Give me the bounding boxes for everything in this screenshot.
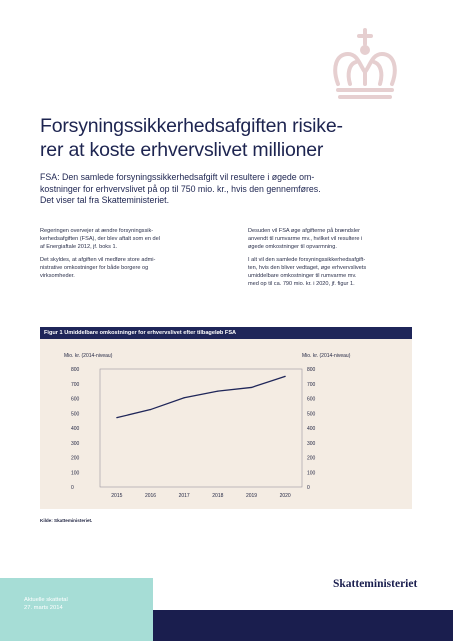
data-point <box>116 417 117 418</box>
y-tick-label-left: 400 <box>71 426 80 432</box>
footer-teal-block <box>0 578 153 641</box>
source-note: Kilde: Skatteministeriet. <box>40 518 93 523</box>
y-tick-label-left: 800 <box>71 367 80 373</box>
y-axis-label-right: Mio. kr. (2014-niveau) <box>302 353 351 359</box>
title-line: Forsyningssikkerhedsafgiften risike- <box>40 115 343 137</box>
y-tick-label-right: 0 <box>307 485 310 491</box>
text-line: Desuden vil FSA øge afgifterne på brændsler <box>248 228 360 234</box>
data-point <box>150 409 151 410</box>
text-line: virksomheder. <box>40 272 75 279</box>
text-line: anvendt til rumvarme mv., hvilket vil resultere i <box>248 235 363 242</box>
y-tick-label-left: 600 <box>71 396 80 403</box>
text-line: umiddelbare omkostninger til rumvarme mv. <box>248 272 357 279</box>
series-line <box>117 376 285 417</box>
page-title <box>40 114 370 162</box>
footer-publication-label: Aktuelle skattetal <box>24 597 68 603</box>
y-tick-label-right: 400 <box>307 426 316 432</box>
x-tick-label: 2015 <box>111 493 123 499</box>
y-tick-label-right: 700 <box>307 381 316 388</box>
x-tick-label: 2017 <box>178 493 190 499</box>
left-column <box>40 228 200 287</box>
y-tick-label-left: 0 <box>71 485 74 491</box>
lead-line: kostninger for erhvervslivet på op til 750 mio. kr., hvis den gennemføres. <box>40 183 321 194</box>
text-line: øgede omkostninger til opvarmning. <box>248 243 337 250</box>
paragraph <box>40 228 200 251</box>
footer-date: 27. marts 2014 <box>24 605 63 611</box>
text-line: Det skyldes, at afgiften vil medføre store admi- <box>40 257 156 264</box>
right-column <box>248 228 408 295</box>
footer-navy-bar <box>153 610 453 641</box>
x-tick-label: 2019 <box>245 493 258 499</box>
y-tick-label-right: 100 <box>307 470 316 477</box>
text-line: ten, hvis den bliver vedtaget, øge erhvervslivets <box>248 265 367 272</box>
y-axis-label-left: Mio. kr. (2014-niveau) <box>64 353 113 359</box>
paragraph <box>40 257 200 280</box>
lead-paragraph <box>40 172 400 207</box>
data-point <box>217 391 218 392</box>
paragraph <box>248 228 408 251</box>
y-tick-label-right: 600 <box>307 396 316 403</box>
data-point <box>184 397 185 398</box>
y-tick-label-left: 700 <box>71 381 80 388</box>
y-tick-label-left: 500 <box>71 411 80 418</box>
text-line: kerhedsafgiften (FSA), der blev aftalt som en del <box>40 235 161 242</box>
text-line: med op til ca. 790 mio. kr. i 2020, jf. figur 1. <box>248 280 355 287</box>
lead-line: Det viser tal fra Skatteministeriet. <box>40 195 170 205</box>
y-tick-label-right: 500 <box>307 411 316 418</box>
title-line: rer at koste erhvervslivet millioner <box>40 139 324 161</box>
y-tick-label-left: 200 <box>71 455 80 462</box>
paragraph <box>248 257 408 288</box>
text-line: Regeringen overvejer at ændre forsyningssik- <box>40 228 154 234</box>
lead-line: FSA: Den samlede forsyningssikkerhedsafgift vil resultere i øgede om- <box>40 172 315 182</box>
crown-logo-icon <box>330 28 400 100</box>
figure-title: Figur 1 Umiddelbare omkostninger for erhvervslivet efter tilbageløb FSA <box>40 327 412 339</box>
y-tick-label-left: 300 <box>71 440 80 447</box>
text-line: af Energiaftale 2012, jf. boks 1. <box>40 243 118 250</box>
line-chart <box>40 339 412 509</box>
data-point <box>285 376 286 377</box>
y-tick-label-right: 300 <box>307 440 316 447</box>
x-tick-label: 2016 <box>144 493 157 499</box>
y-tick-label-right: 800 <box>307 367 316 373</box>
y-tick-label-left: 100 <box>71 470 80 477</box>
ministry-logo-text: Skatteministeriet <box>333 578 418 590</box>
x-tick-label: 2018 <box>212 493 224 499</box>
x-tick-label: 2020 <box>279 493 291 499</box>
data-point <box>251 387 252 388</box>
plot-frame <box>100 369 302 487</box>
y-tick-label-right: 200 <box>307 455 316 462</box>
text-line: I alt vil den samlede forsyningssikkerhedsafgift- <box>248 257 366 264</box>
text-line: nistrative omkostninger for både borgere og <box>40 265 149 272</box>
